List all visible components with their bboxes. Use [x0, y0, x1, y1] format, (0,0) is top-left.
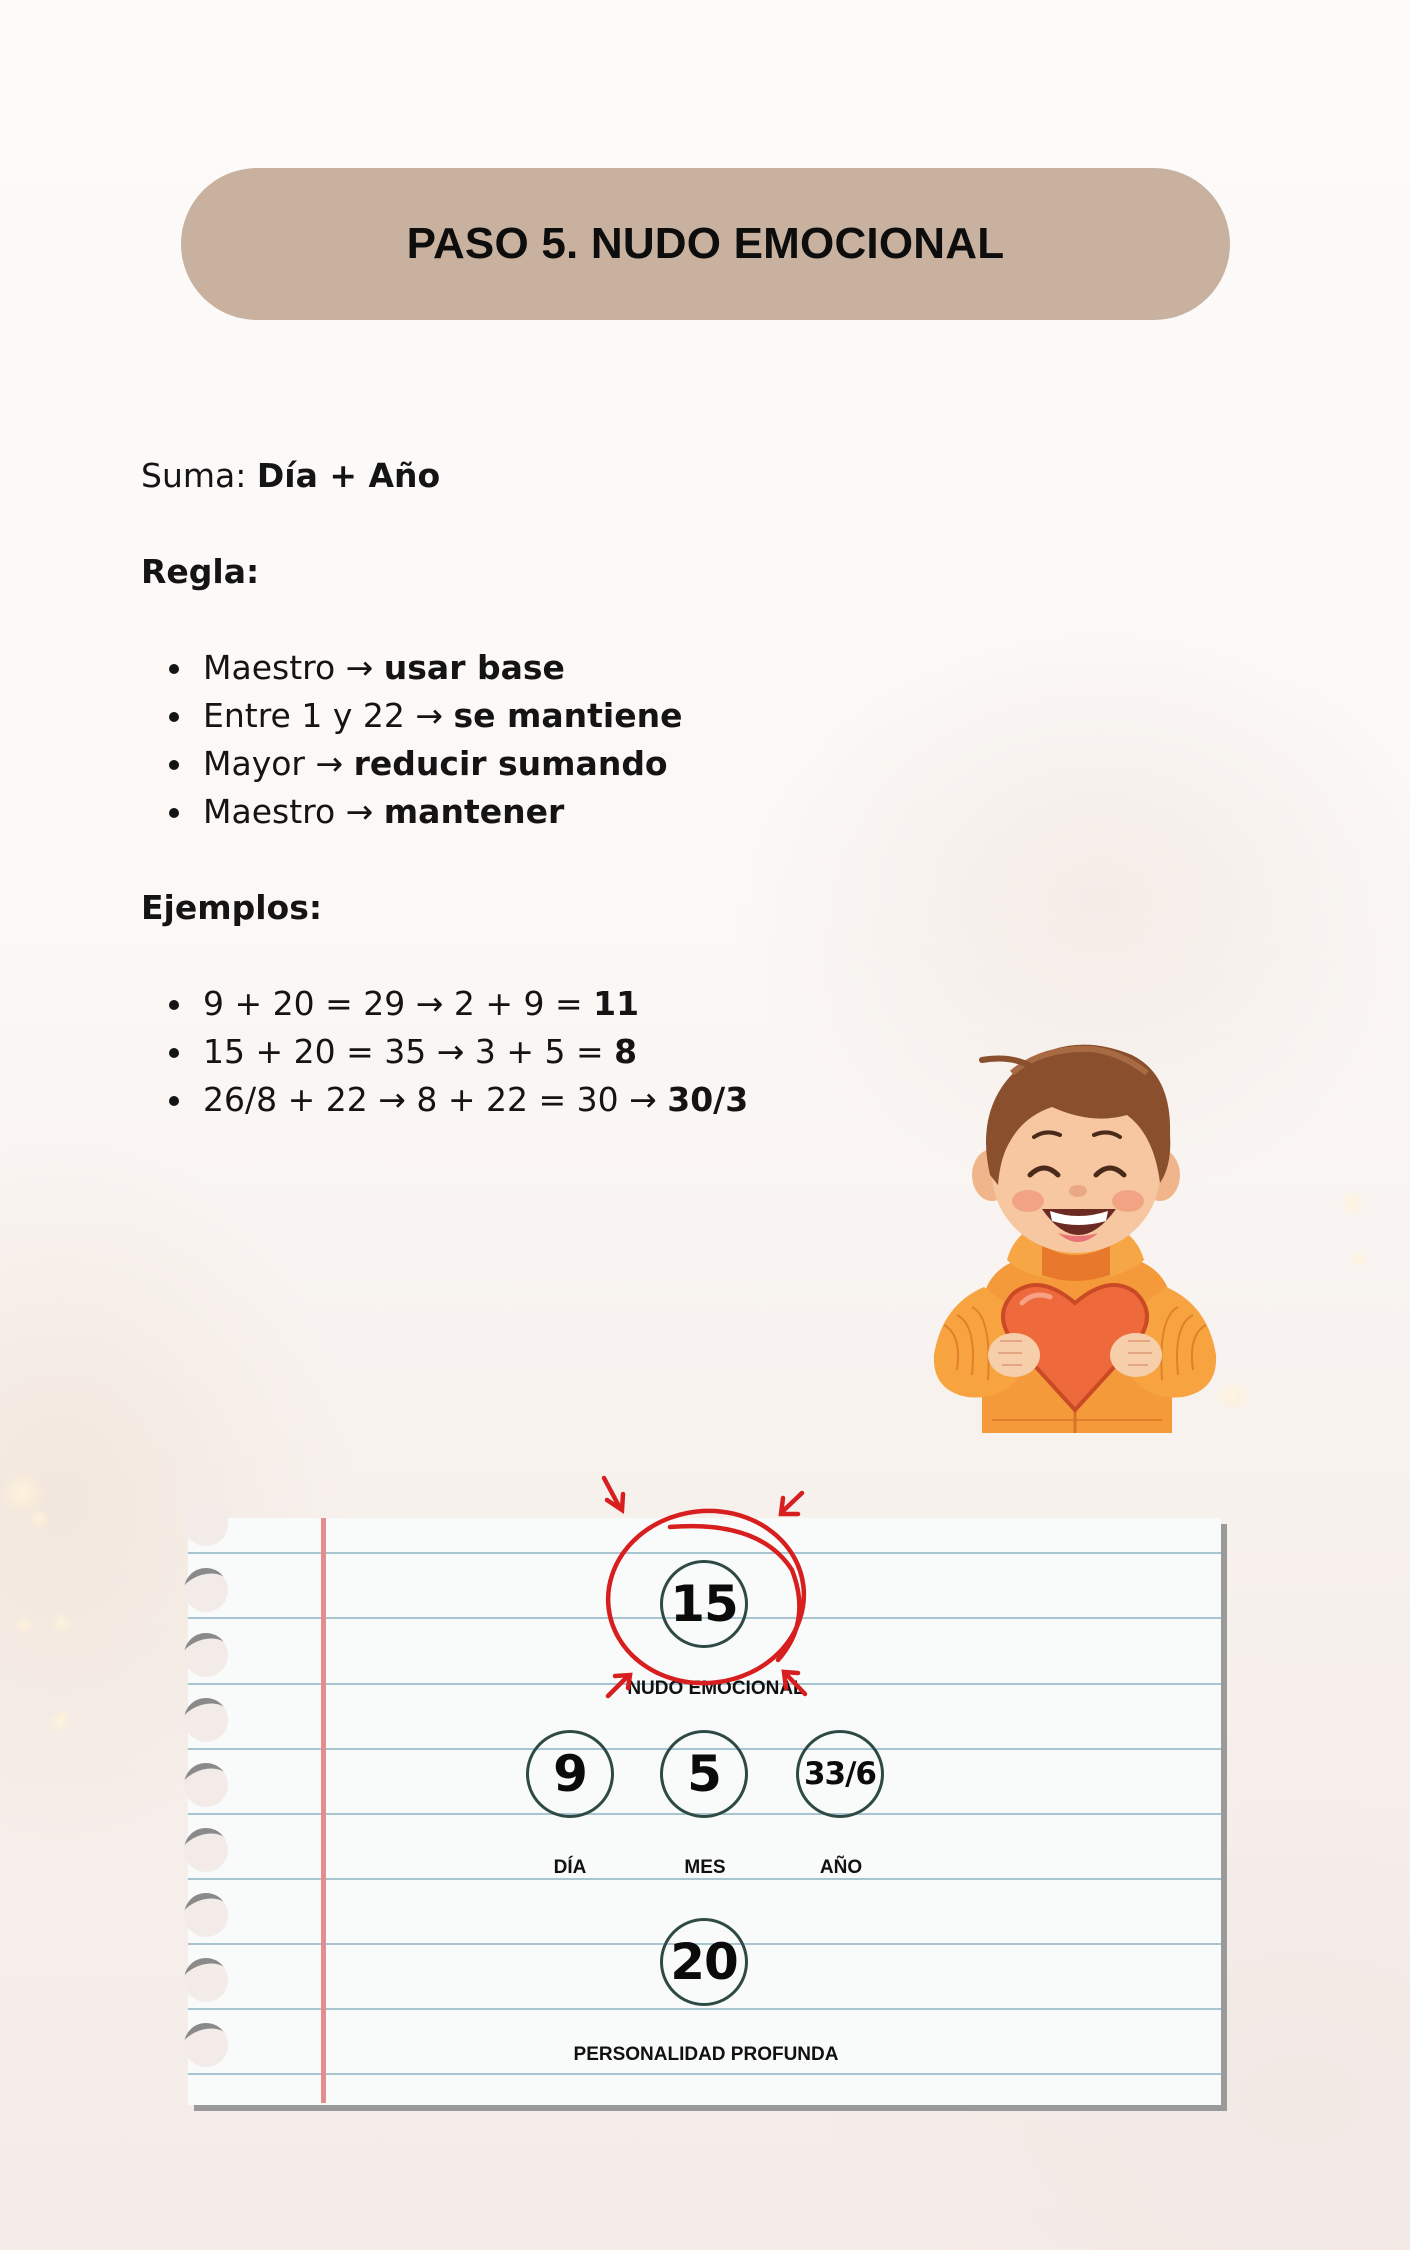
- binder-hole: [184, 2023, 228, 2067]
- year-circle: [796, 1730, 884, 1818]
- rule-line: [188, 2073, 1221, 2075]
- bokeh-light: [55, 1710, 69, 1724]
- formula-label: Suma:: [141, 456, 247, 495]
- month-value: 5: [687, 1745, 721, 1803]
- rule-line: [188, 1552, 1221, 1554]
- margin-line: [321, 1518, 326, 2103]
- formula-value: Día + Año: [256, 456, 441, 495]
- year-label: AÑO: [819, 1857, 863, 1878]
- binder-hole: [184, 1893, 228, 1937]
- emotional-knot-label: NUDO EMOCIONAL: [627, 1678, 805, 1699]
- rule-condition: Maestro →: [203, 648, 384, 687]
- bokeh-light: [1350, 1250, 1368, 1268]
- emotional-knot-circle: [660, 1560, 748, 1648]
- example-result: 8: [614, 1032, 638, 1071]
- rule-item: [169, 644, 901, 692]
- example-item: [169, 1076, 901, 1124]
- rule-result: usar base: [383, 648, 565, 687]
- emotional-knot-value: 15: [670, 1575, 738, 1633]
- example-calculation: 9 + 20 = 29 → 2 + 9 =: [203, 984, 594, 1023]
- rule-condition: Maestro →: [203, 792, 384, 831]
- rule-item: [169, 788, 901, 836]
- examples-heading: Ejemplos:: [141, 888, 323, 927]
- rule-item: [169, 692, 901, 740]
- binder-hole: [184, 1502, 228, 1546]
- deep-personality-circle: [660, 1918, 748, 2006]
- step-title-banner: [181, 168, 1230, 320]
- notebook-diagram: [188, 1518, 1221, 2105]
- rule-item: [169, 740, 901, 788]
- example-result: 11: [593, 984, 640, 1023]
- day-value: 9: [553, 1745, 587, 1803]
- bokeh-light: [48, 1710, 72, 1734]
- formula-line: [141, 452, 901, 500]
- rule-condition: Entre 1 y 22 →: [203, 696, 454, 735]
- examples-list: [141, 980, 901, 1124]
- rule-result: se mantiene: [453, 696, 683, 735]
- binder-hole: [184, 1633, 228, 1677]
- bokeh-light: [0, 1470, 46, 1516]
- rule-line: [188, 2008, 1221, 2010]
- deep-personality-label: PERSONALIDAD PROFUNDA: [573, 2044, 839, 2065]
- example-item: [169, 980, 901, 1028]
- day-circle: [526, 1730, 614, 1818]
- example-result: 30/3: [667, 1080, 749, 1119]
- binder-hole: [184, 1568, 228, 1612]
- binder-hole: [184, 1698, 228, 1742]
- deep-personality-value: 20: [670, 1933, 738, 1991]
- arrow-icon: [604, 1478, 620, 1508]
- rule-result: mantener: [383, 792, 565, 831]
- arrow-icon: [782, 1493, 802, 1512]
- rule-result: reducir sumando: [353, 744, 668, 783]
- boy-holding-heart-illustration: [922, 1025, 1228, 1437]
- bokeh-light: [1340, 1190, 1366, 1216]
- bokeh-light: [28, 1508, 50, 1530]
- rules-list: [141, 644, 901, 836]
- rules-heading: Regla:: [141, 552, 260, 591]
- month-circle: [660, 1730, 748, 1818]
- bokeh-light: [50, 1612, 72, 1634]
- example-item: [169, 1028, 901, 1076]
- example-calculation: 26/8 + 22 → 8 + 22 = 30 →: [203, 1080, 668, 1119]
- bokeh-light: [14, 1615, 34, 1635]
- month-label: MES: [684, 1857, 726, 1878]
- example-calculation: 15 + 20 = 35 → 3 + 5 =: [203, 1032, 615, 1071]
- binder-hole: [184, 1763, 228, 1807]
- explanation-text: [141, 452, 901, 1124]
- rule-condition: Mayor →: [203, 744, 354, 783]
- page-title: PASO 5. NUDO EMOCIONAL: [406, 219, 1005, 268]
- binder-hole: [184, 1828, 228, 1872]
- year-value: 33/6: [803, 1756, 877, 1792]
- day-label: DÍA: [553, 1857, 587, 1878]
- binder-hole: [184, 1958, 228, 2002]
